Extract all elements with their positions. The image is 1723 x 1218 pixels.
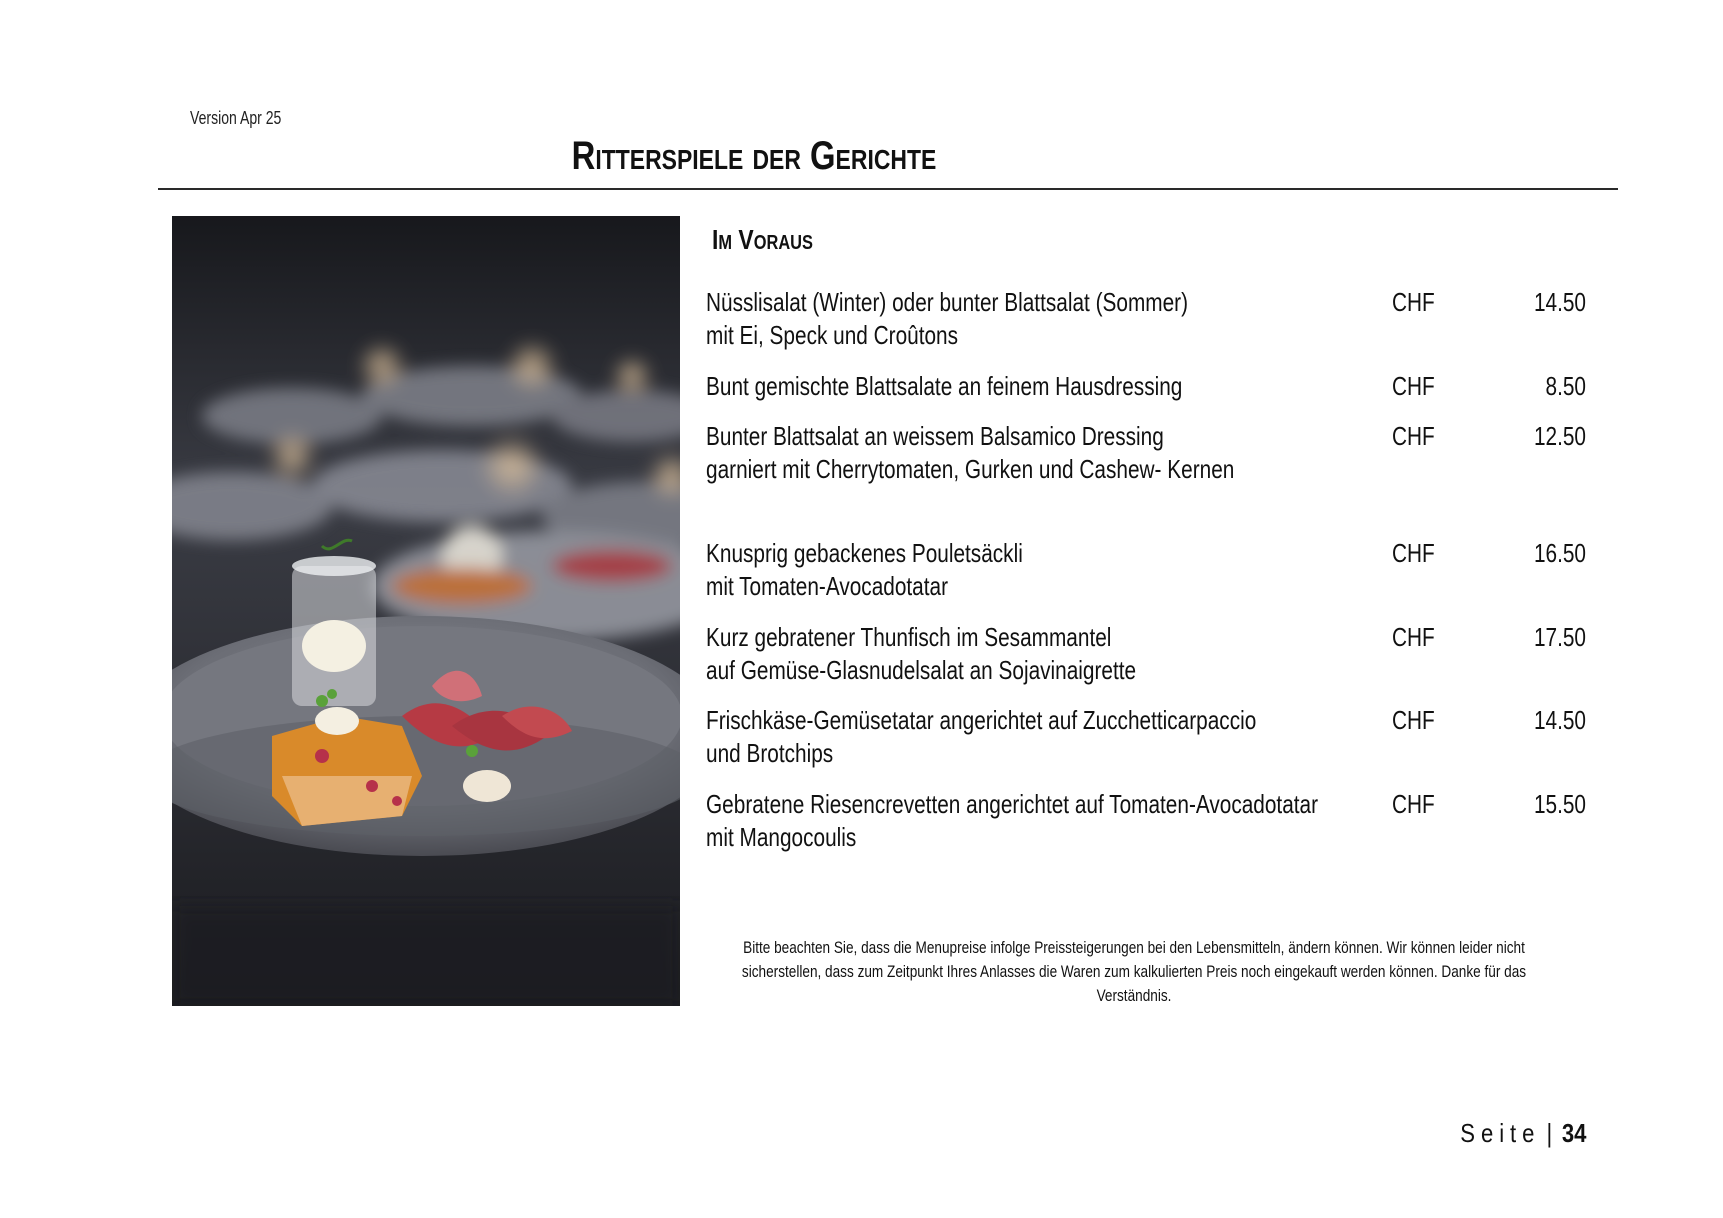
page-separator: | [1546,1118,1552,1148]
menu-item-currency: CHF [1392,789,1435,819]
menu-item-line1: Nüsslisalat (Winter) oder bunter Blattsalat (Sommer) [706,287,1189,317]
page-number: 34 [1561,1118,1586,1148]
page-label: Seite [1459,1118,1540,1148]
menu-item-line1: Knusprig gebackenes Pouletsäckli [706,538,1023,568]
menu-list [706,0,1586,900]
menu-item-description [706,370,1346,403]
menu-item-line2: auf Gemüse-Glasnudelsalat an Sojavinaigrette [706,655,1137,685]
menu-item-currency: CHF [1392,705,1435,735]
menu-item-description [706,621,1346,687]
menu-item-currency: CHF [1392,538,1435,568]
menu-item-price: 8.50 [1545,371,1586,401]
menu-item-line1: Frischkäse-Gemüsetatar angerichtet auf Zucchetticarpaccio [706,705,1257,735]
page-footer [1460,1118,1586,1149]
menu-item-description [706,788,1346,854]
menu-item-currency: CHF [1392,371,1435,401]
menu-item-description [706,286,1346,352]
menu-item-line1: Bunter Blattsalat an weissem Balsamico Dressing [706,421,1164,451]
menu-item-currency: CHF [1392,421,1435,451]
menu-item-currency: CHF [1392,622,1435,652]
price-notice: Bitte beachten Sie, dass die Menupreise infolge Preissteigerungen bei den Lebensmitteln, ändern können. Wir können leider nicht sicherstellen, dass zum Zeitpunkt Ihres Anlasses die Waren zum kalkulierten Preis noch eingekauft werden können. Danke für das Verständnis. [741,938,1527,1005]
page-title: Ritterspiele der Gerichte [571,134,937,178]
menu-item-price: 12.50 [1533,421,1586,451]
menu-item-price: 14.50 [1533,287,1586,317]
section-heading: Im Voraus [712,224,813,255]
menu-item-line1: Bunt gemischte Blattsalate an feinem Hausdressing [706,371,1183,401]
menu-item-line2: und Brotchips [706,738,834,768]
menu-item-line1: Kurz gebratener Thunfisch im Sesammantel [706,622,1112,652]
menu-item-price: 14.50 [1533,705,1586,735]
menu-item-description [706,704,1346,770]
version-label: Version Apr 25 [190,108,282,128]
menu-item-price: 16.50 [1533,538,1586,568]
menu-item-price: 15.50 [1533,789,1586,819]
menu-item-description [706,420,1346,486]
menu-item-price: 17.50 [1533,622,1586,652]
menu-item-line2: garniert mit Cherrytomaten, Gurken und Cashew- Kernen [706,454,1235,484]
menu-item-description [706,537,1346,603]
menu-item-line2: mit Tomaten-Avocadotatar [706,571,949,601]
menu-item-currency: CHF [1392,287,1435,317]
menu-item-line2: mit Ei, Speck und Croûtons [706,320,959,350]
food-photo [172,216,680,1006]
menu-item-line1: Gebratene Riesencrevetten angerichtet auf Tomaten-Avocadotatar [706,789,1319,819]
menu-item-line2: mit Mangocoulis [706,822,857,852]
